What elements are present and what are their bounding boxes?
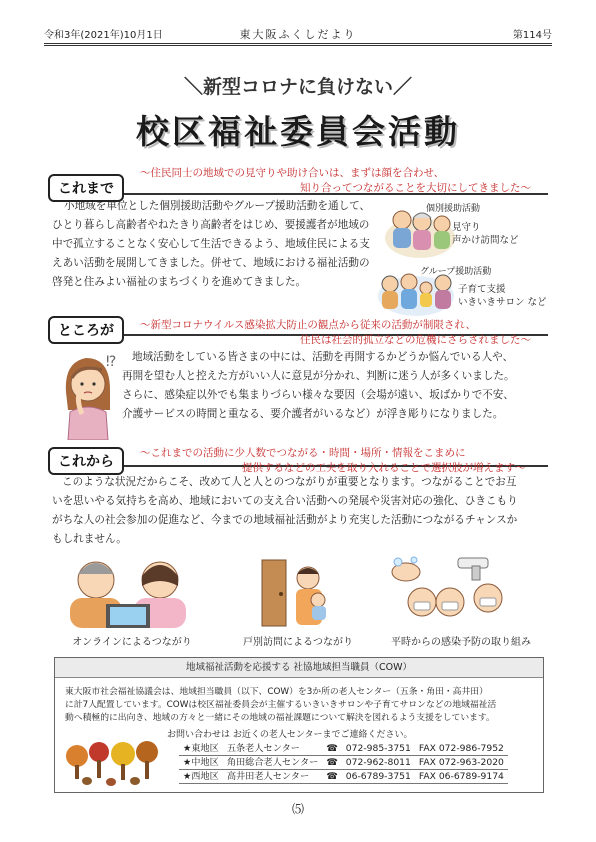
body-line: えあい活動を展開してきました。併せて、地域における福祉活動の: [52, 257, 370, 269]
contact-row: [179, 742, 508, 756]
issue-date: 令和3年(2021年)10月1日: [44, 30, 163, 41]
home-visit-illustration: [258, 558, 334, 628]
body-line: 小地域を単位とした個別援助活動やグループ援助活動を通して、: [64, 200, 371, 212]
ill1-line1: 見守り: [452, 222, 481, 233]
ill2-line2: いきいきサロン など: [458, 297, 547, 308]
cow-heading: 地域福祉活動を応援する 社協地域担当職員（COW）: [55, 658, 543, 678]
contact-area: ★東地区: [179, 742, 223, 756]
cow-body-line: 動へ積極的に出向き、地域の方々と一緒にその地域の福祉課題について解決を図れるよう支援をしています。: [65, 713, 495, 723]
contact-row: [179, 756, 508, 770]
contact-area: ★中地区: [179, 756, 223, 770]
body-line: がちな人の社会参加の促進など、今までの地域福祉活動がより充実した活動につながるチャンスか: [52, 514, 518, 526]
thinking-mark-icon: ⁉: [106, 354, 117, 370]
cow-info-box: [54, 657, 544, 793]
contact-tel[interactable]: 072-985-3751: [342, 742, 415, 756]
ill1-line2: 声かけ訪問など: [452, 235, 519, 246]
infection-prevention-illustration: [388, 552, 512, 628]
page-number: ⑸: [291, 802, 304, 816]
body-line: 介護サービスの時間と重なる、要介護者がいるなど）が浮き彫りになりました。: [122, 408, 504, 420]
contact-area: ★西地区: [179, 770, 223, 784]
section-lead-however-2: 住民は社会的孤立などの危機にさらされました～: [300, 334, 531, 346]
ill1-title: 個別援助活動: [426, 204, 481, 214]
body-line: 再開を望む人と控えた方がいい人に意見が分かれ、判断に迷う人が多くいました。: [122, 370, 515, 382]
contact-row: [179, 770, 508, 784]
caption-online: オンラインによるつながり: [72, 637, 192, 648]
contact-fax: FAX 072-986-7952: [415, 742, 508, 756]
body-line: 啓発と住みよい福祉のまちづくりを進めてきました。: [52, 276, 307, 288]
ill2-line1: 子育て支援: [458, 284, 506, 295]
section-lead-before-2: 知り合ってつながることを大切にしてきました～: [300, 182, 531, 194]
section-lead-future-1: ～これまでの活動に少人数でつながる・時間・場所・情報をこまめに: [140, 447, 466, 459]
phone-icon: ☎: [322, 742, 341, 756]
contact-table: [179, 742, 508, 784]
page-kicker: ＼新型コロナに負けない／: [183, 76, 412, 98]
section-label-before: これまで: [48, 174, 124, 202]
cow-body-line: に計7人配置しています。COWは校区福祉委員会が主催するいきいきサロンや子育てサロンなどの地域福祉活: [65, 700, 497, 710]
contact-tel[interactable]: 06-6789-3751: [342, 770, 415, 784]
cow-inquiry: お問い合わせは お近くの老人センターまでご連絡ください。: [167, 730, 413, 740]
header-rule: [44, 43, 552, 44]
ill2-title: グループ援助活動: [420, 267, 492, 277]
body-line: もしれません。: [52, 533, 127, 545]
issue-number: 第114号: [512, 30, 552, 41]
body-line: 地域活動をしている皆さまの中には、活動を再開するかどうか悩んでいる人や、: [132, 351, 514, 363]
publication-name: 東大阪ふくしだより: [239, 28, 357, 41]
section-lead-however-1: ～新型コロナウイルス感染拡大防止の観点から従来の活動が制限され、: [140, 319, 476, 331]
contact-center: 高井田老人センター: [223, 770, 323, 784]
online-connection-illustration: [62, 552, 194, 628]
caption-infection-prevention: 平時からの感染予防の取り組み: [391, 637, 531, 648]
contact-fax: FAX 072-963-2020: [415, 756, 508, 770]
contact-center: 五条老人センター: [223, 742, 323, 756]
autumn-trees-icon: [63, 740, 167, 786]
contact-tel[interactable]: 072-962-8011: [342, 756, 415, 770]
body-line: 中で孤立することなく安心して生活できるよう、地域住民による支: [52, 238, 370, 250]
section-lead-future-2: 提供するなどの工夫を取り入れることで選択肢が増えます～: [242, 462, 526, 474]
phone-icon: ☎: [322, 756, 341, 770]
section-lead-before-1: ～住民同士の地域での見守りや助け合いは、まずは顔を合わせ、: [140, 167, 445, 179]
header-rule-double: [44, 45, 552, 46]
body-line: ひとり暮らし高齢者やねたきり高齢者をはじめ、要援護者が地域の: [52, 219, 370, 231]
section-label-future: これから: [48, 447, 124, 475]
phone-icon: ☎: [322, 770, 341, 784]
caption-home-visit: 戸別訪問によるつながり: [243, 637, 353, 648]
section-label-however: ところが: [48, 316, 124, 344]
body-line: いを思いやる気持ちを高め、地域においての支え合い活動への発展や災害対応の強化、ひきこもり: [52, 495, 518, 507]
contact-center: 角田総合老人センター: [223, 756, 323, 770]
page-title: 校区福祉委員会活動: [136, 112, 460, 151]
contact-fax: FAX 06-6789-9174: [415, 770, 508, 784]
body-line: このような状況だからこそ、改めて人と人とのつながりが重要となります。つながることでお互: [62, 476, 517, 488]
cow-body-line: 東大阪市社会福祉協議会は、地域担当職員（以下、COW）を3か所の老人センター（五条・角田・高井田）: [65, 687, 488, 697]
body-line: さらに、感染症以外でも集まりづらい様々な要因（会場が遠い、坂ばかりで不安、: [122, 389, 514, 401]
